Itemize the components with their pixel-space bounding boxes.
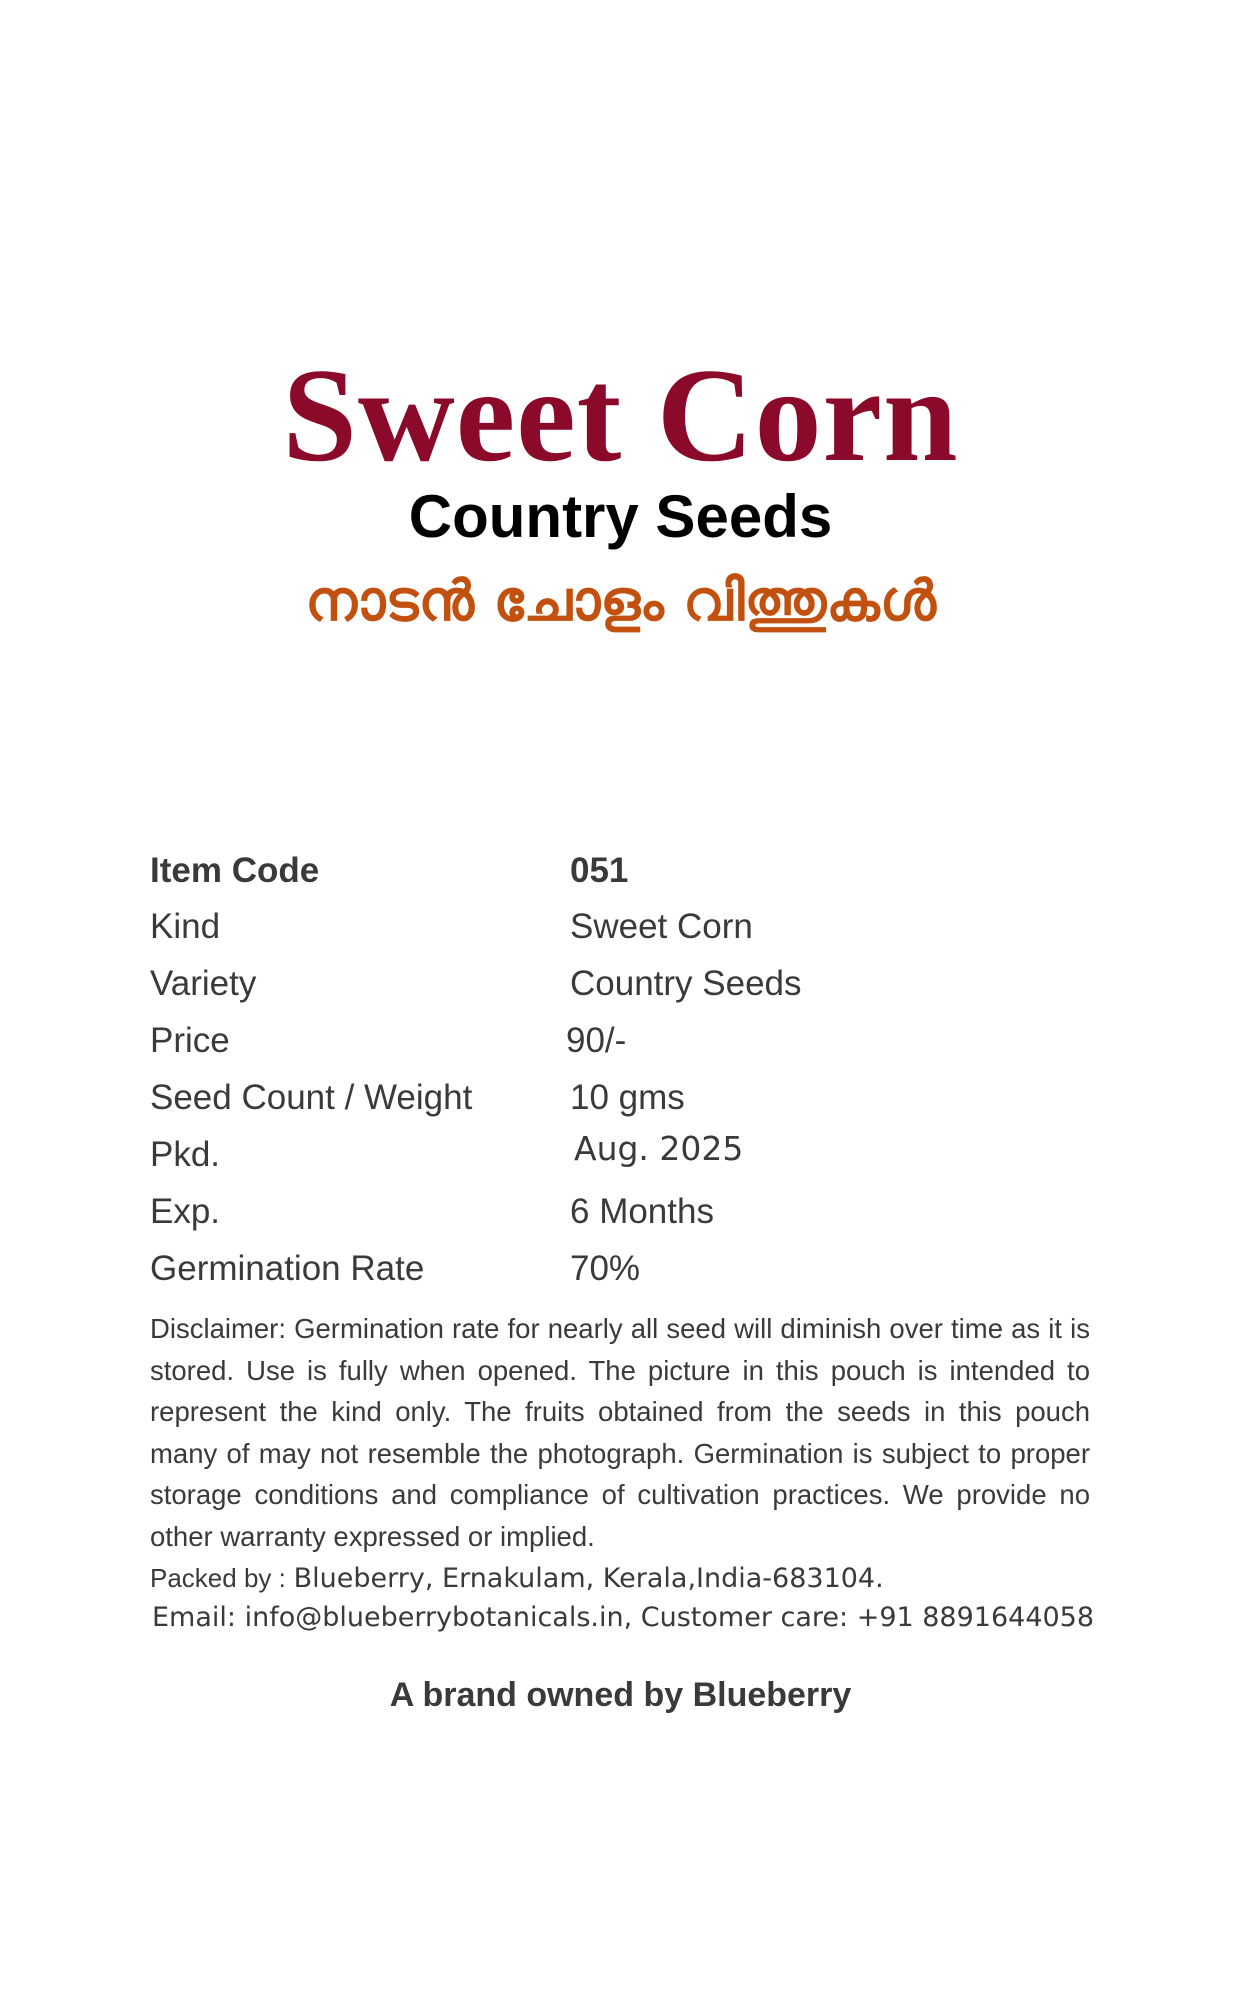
spec-row-packed <box>150 1130 1090 1180</box>
spec-value: Country Seeds <box>570 964 802 1003</box>
spec-value: 10 gms <box>570 1078 685 1117</box>
spec-row-seed-count <box>150 1073 1090 1123</box>
spec-value: 90/- <box>566 1021 627 1060</box>
spec-label: Pkd. <box>150 1135 221 1174</box>
spec-value: 6 Months <box>570 1192 714 1231</box>
product-subtitle: Country Seeds <box>408 483 833 550</box>
disclaimer-text: Disclaimer: Germination rate for nearly all seed will diminish over time as it is stored. Use is fully when opened. The picture in this pouch is intended to represent the kind only. The fruits obtained from the seeds in this pouch many of may not resemble the photograph. Germination is subject to proper storage conditions and compliance of cultivation practices. We provide no other warranty expressed or implied. <box>150 1313 1090 1552</box>
spec-value: Sweet Corn <box>570 907 753 946</box>
contact-line: Email: info@blueberrybotanicals.in, Customer care: +91 8891644058 <box>152 1602 1095 1633</box>
spec-value: 051 <box>570 851 629 890</box>
spec-label: Variety <box>150 964 257 1003</box>
spec-label: Kind <box>150 907 221 946</box>
packed-by-label: Packed by : <box>150 1563 286 1593</box>
spec-row-variety <box>150 959 1090 1009</box>
spec-value: Aug. 2025 <box>574 1129 744 1168</box>
malayalam-title: നാടൻ ചോളം വിത്തുകൾ <box>305 569 936 634</box>
spec-row-item-code <box>150 846 1090 896</box>
spec-row-kind <box>150 902 1090 952</box>
spec-label: Item Code <box>150 851 320 890</box>
spec-label: Germination Rate <box>150 1249 425 1288</box>
packed-by-line <box>150 1558 1110 1599</box>
spec-label: Exp. <box>150 1192 221 1231</box>
spec-value: 70% <box>570 1249 641 1288</box>
spec-row-price <box>150 1016 1090 1066</box>
spec-row-expiry <box>150 1187 1090 1237</box>
spec-label: Seed Count / Weight <box>150 1078 473 1117</box>
brand-line: A brand owned by Blueberry <box>389 1676 852 1714</box>
spec-row-germination <box>150 1244 1090 1294</box>
product-title: Sweet Corn <box>282 341 959 489</box>
spec-label: Price <box>150 1021 230 1060</box>
packed-by-value: Blueberry, Ernakulam, Kerala,India-683104. <box>293 1563 884 1594</box>
